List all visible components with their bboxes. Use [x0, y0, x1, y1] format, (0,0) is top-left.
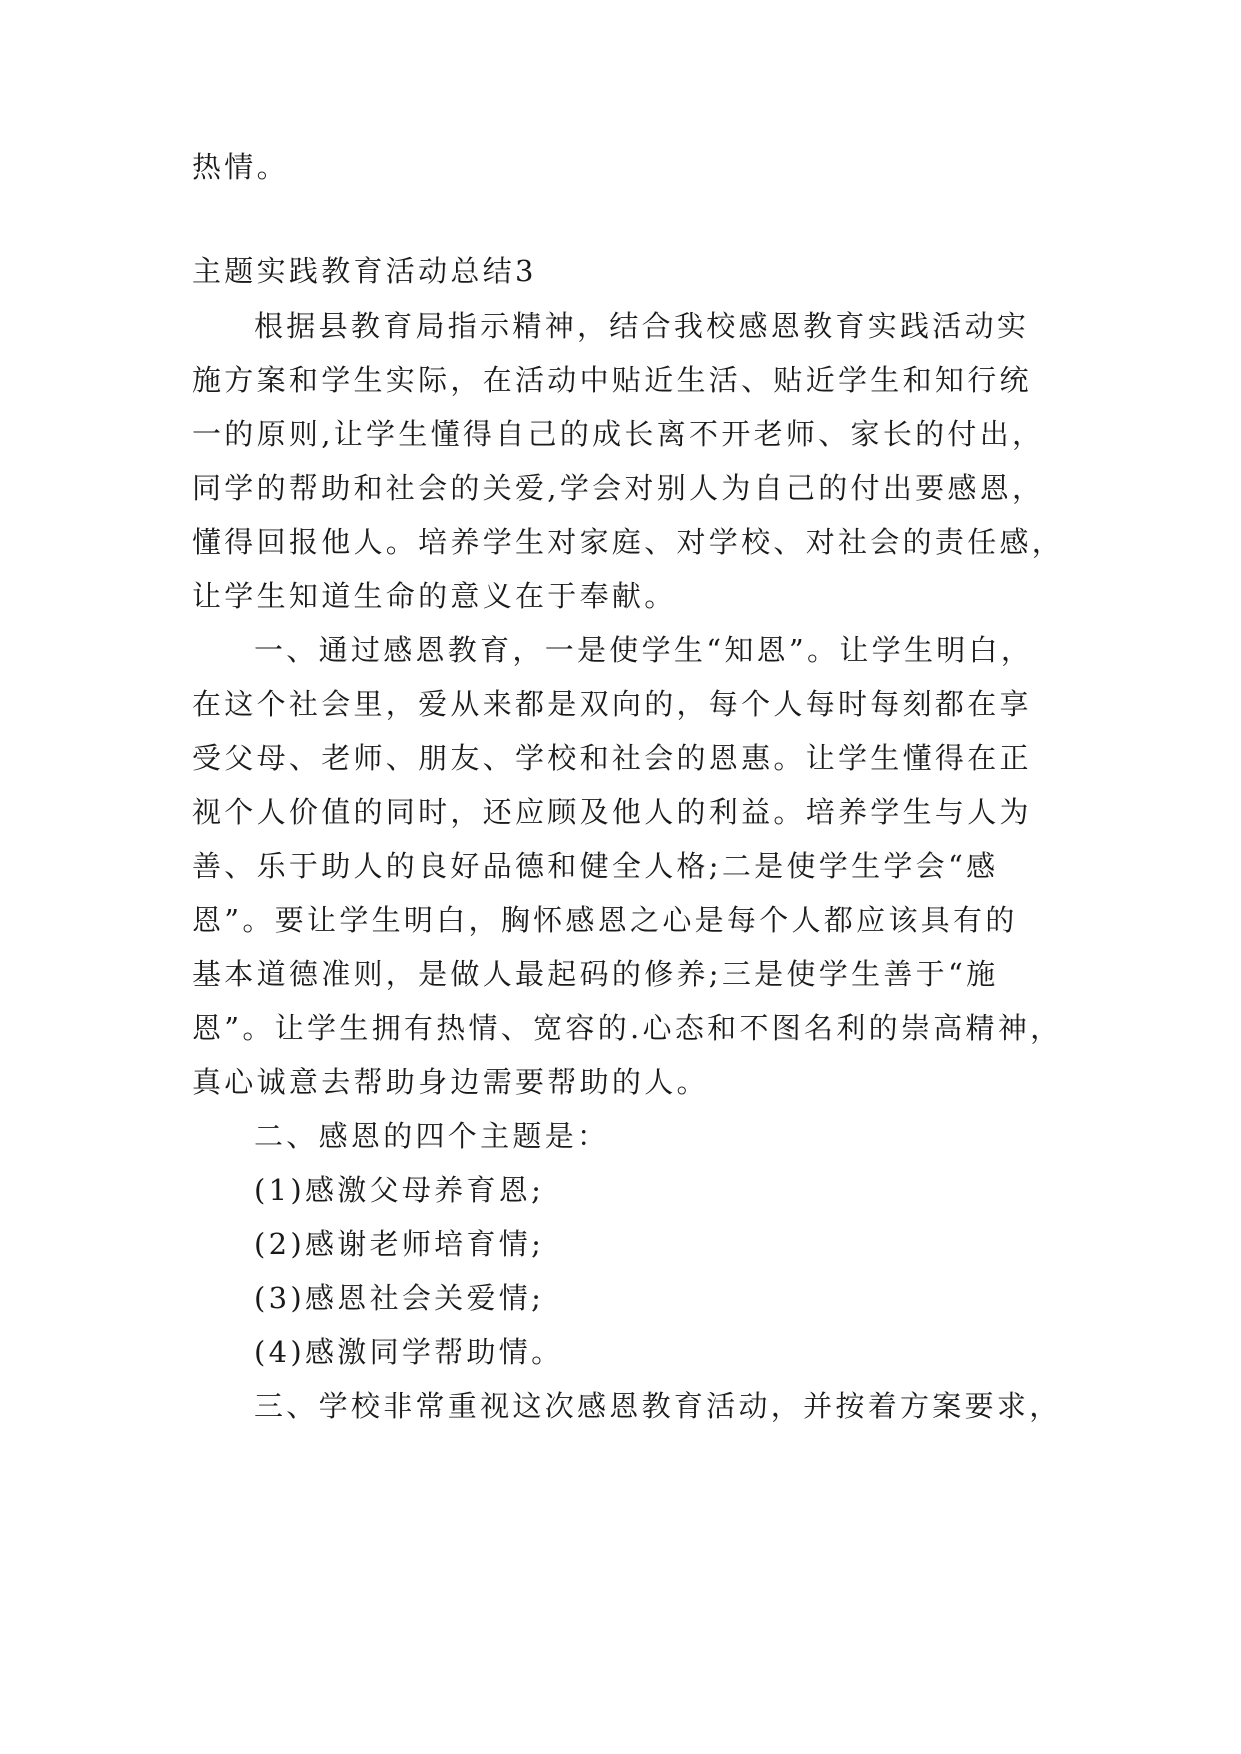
list-item: (1)感激父母养育恩; — [254, 1173, 545, 1207]
text-line: 善、乐于助人的良好品德和健全人格;二是使学生学会“感 — [192, 849, 999, 883]
list-item: (2)感谢老师培育情; — [254, 1227, 545, 1261]
text-line: 根据县教育局指示精神，结合我校感恩教育实践活动实 — [254, 309, 1030, 343]
text-line: 懂得回报他人。培养学生对家庭、对学校、对社会的责任感， — [192, 525, 1065, 559]
text-line: 真心诚意去帮助身边需要帮助的人。 — [192, 1065, 709, 1099]
text-line: 基本道德准则，是做人最起码的修养;三是使学生善于“施 — [192, 957, 999, 991]
text-line: 视个人价值的同时，还应顾及他人的利益。培养学生与人为 — [192, 795, 1032, 829]
text-line: 施方案和学生实际，在活动中贴近生活、贴近学生和知行统 — [192, 363, 1032, 397]
text-line: 恩”。让学生拥有热情、宽容的.心态和不图名利的崇高精神， — [192, 1011, 1063, 1045]
text-line: 热情。 — [192, 150, 289, 184]
text-line: 一、通过感恩教育，一是使学生“知恩”。让学生明白， — [254, 633, 1034, 667]
text-line: 让学生知道生命的意义在于奉献。 — [192, 579, 677, 613]
section-heading: 主题实践教育活动总结3 — [192, 254, 537, 288]
text-line: 三、学校非常重视这次感恩教育活动，并按着方案要求， — [254, 1389, 1062, 1423]
text-line: 二、感恩的四个主题是： — [254, 1119, 610, 1153]
text-line: 在这个社会里，爱从来都是双向的，每个人每时每刻都在享 — [192, 687, 1032, 721]
text-line: 受父母、老师、朋友、学校和社会的恩惠。让学生懂得在正 — [192, 741, 1032, 775]
list-item: (4)感激同学帮助情。 — [254, 1335, 564, 1369]
text-line: 恩”。要让学生明白，胸怀感恩之心是每个人都应该具有的 — [192, 903, 1018, 937]
list-item: (3)感恩社会关爱情; — [254, 1281, 545, 1315]
text-line: 一的原则,让学生懂得自己的成长离不开老师、家长的付出， — [192, 417, 1045, 451]
text-line: 同学的帮助和社会的关爱,学会对别人为自己的付出要感恩， — [192, 471, 1045, 505]
